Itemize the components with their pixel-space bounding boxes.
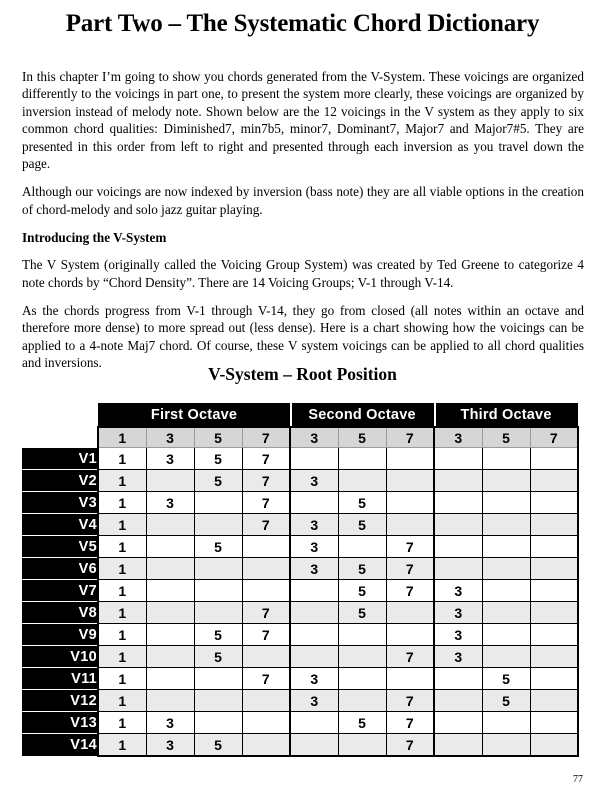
table-row (22, 734, 578, 757)
voicing-group-label: V4 (22, 514, 98, 536)
degree-header: 3 (434, 427, 482, 448)
voicing-cell: 3 (290, 690, 338, 712)
degree-header: 5 (338, 427, 386, 448)
degree-header: 5 (482, 427, 530, 448)
voicing-cell (338, 536, 386, 558)
voicing-cell (242, 646, 290, 668)
voicing-cell (290, 624, 338, 646)
section-paragraph-2: As the chords progress from V-1 through V-14, they go from closed (all notes within an octave and therefore more dense) to more spread out (less dense). Here is a chart showing how the voicings can be applied to a 4-note Maj7 chord. Of course, these V system voicings can be applied to all chord qualities and inversions. (22, 303, 584, 371)
table-row (22, 558, 578, 580)
intro-paragraph-1: In this chapter I’m going to show you chords generated from the V-System. These voicings are organized differently to the voicings in part one, to present the system more clearly, these voicings are organized by inversion instead of melody note. Shown below are the 12 voicings in the V system as they apply to six common chord qualities: Diminished7, min7b5, minor7, Dominant7, Major7 and Major7#5. They are presented in this order from left to right and presented through each inversion as you travel down the page. (22, 69, 584, 172)
voicing-cell (482, 558, 530, 580)
voicing-cell: 7 (386, 734, 434, 757)
voicing-cell: 7 (242, 470, 290, 492)
voicing-cell (386, 492, 434, 514)
voicing-cell (482, 536, 530, 558)
voicing-cell (386, 448, 434, 470)
table-row (22, 470, 578, 492)
voicing-cell: 1 (98, 470, 146, 492)
voicing-cell (386, 470, 434, 492)
degree-header-row (22, 427, 578, 448)
voicing-cell (290, 492, 338, 514)
voicing-cell: 5 (338, 712, 386, 734)
degree-header: 1 (98, 427, 146, 448)
intro-paragraph-2: Although our voicings are now indexed by inversion (bass note) they are all viable options in the creation of chord-melody and solo jazz guitar playing. (22, 184, 584, 217)
voicing-cell: 7 (386, 558, 434, 580)
voicing-cell: 7 (242, 492, 290, 514)
voicing-cell: 3 (434, 602, 482, 624)
voicing-cell: 5 (338, 580, 386, 602)
voicing-cell (386, 602, 434, 624)
voicing-cell: 1 (98, 492, 146, 514)
voicing-cell (194, 580, 242, 602)
voicing-cell (530, 624, 578, 646)
voicing-cell (530, 558, 578, 580)
voicing-cell: 1 (98, 536, 146, 558)
voicing-cell: 5 (194, 448, 242, 470)
voicing-cell: 3 (146, 448, 194, 470)
voicing-cell: 5 (482, 668, 530, 690)
voicing-group-label: V12 (22, 690, 98, 712)
voicing-cell: 1 (98, 734, 146, 757)
voicing-cell: 3 (290, 536, 338, 558)
voicing-cell (290, 602, 338, 624)
degree-header: 7 (386, 427, 434, 448)
table-row (22, 602, 578, 624)
voicing-cell (482, 734, 530, 757)
degree-header: 3 (146, 427, 194, 448)
page-title: Part Two – The Systematic Chord Dictionary (65, 10, 540, 37)
page-number: 77 (573, 774, 583, 785)
degree-header: 7 (242, 427, 290, 448)
voicing-cell (530, 580, 578, 602)
voicing-cell: 5 (194, 536, 242, 558)
table-row (22, 690, 578, 712)
voicing-group-label: V13 (22, 712, 98, 734)
voicing-cell: 5 (338, 492, 386, 514)
voicing-cell: 7 (242, 514, 290, 536)
voicing-cell: 5 (338, 558, 386, 580)
voicing-group-label: V3 (22, 492, 98, 514)
table-row (22, 668, 578, 690)
voicing-cell: 1 (98, 690, 146, 712)
voicing-cell (146, 470, 194, 492)
v-system-chart (22, 403, 578, 757)
degree-header: 3 (290, 427, 338, 448)
table-row (22, 712, 578, 734)
voicing-cell (530, 668, 578, 690)
voicing-group-label: V14 (22, 734, 98, 757)
voicing-cell (530, 646, 578, 668)
voicing-cell: 7 (242, 668, 290, 690)
voicing-cell: 1 (98, 602, 146, 624)
voicing-cell (242, 712, 290, 734)
voicing-cell: 3 (290, 514, 338, 536)
voicing-cell: 3 (434, 624, 482, 646)
voicing-cell (434, 470, 482, 492)
octave-group-header-row (22, 403, 578, 427)
voicing-cell: 3 (146, 734, 194, 757)
voicing-cell (434, 734, 482, 757)
voicing-cell: 1 (98, 624, 146, 646)
voicing-cell: 7 (242, 624, 290, 646)
voicing-cell (146, 690, 194, 712)
voicing-cell (338, 734, 386, 757)
voicing-cell (194, 514, 242, 536)
voicing-cell: 1 (98, 712, 146, 734)
voicing-cell (530, 536, 578, 558)
voicing-cell (194, 690, 242, 712)
voicing-cell: 3 (146, 492, 194, 514)
voicing-cell (338, 690, 386, 712)
voicing-cell (242, 558, 290, 580)
voicing-cell (338, 668, 386, 690)
row-label-corner-2 (22, 427, 98, 448)
voicing-cell: 3 (434, 580, 482, 602)
voicing-cell (434, 712, 482, 734)
voicing-cell (146, 536, 194, 558)
voicing-cell: 1 (98, 580, 146, 602)
voicing-cell: 5 (194, 646, 242, 668)
voicing-cell (338, 624, 386, 646)
voicing-cell (194, 712, 242, 734)
voicing-cell (146, 668, 194, 690)
voicing-cell (434, 536, 482, 558)
voicing-cell: 7 (386, 536, 434, 558)
voicing-cell (530, 690, 578, 712)
degree-header: 5 (194, 427, 242, 448)
voicing-cell (242, 580, 290, 602)
voicing-cell (194, 492, 242, 514)
voicing-cell (434, 492, 482, 514)
voicing-cell: 3 (290, 558, 338, 580)
voicing-cell: 1 (98, 558, 146, 580)
voicing-cell (434, 690, 482, 712)
voicing-group-label: V1 (22, 448, 98, 470)
voicing-cell: 3 (146, 712, 194, 734)
voicing-cell (146, 514, 194, 536)
voicing-cell: 7 (386, 690, 434, 712)
voicing-cell (482, 448, 530, 470)
voicing-cell (434, 558, 482, 580)
voicing-cell: 7 (386, 712, 434, 734)
document-body (22, 68, 584, 372)
voicing-cell (482, 492, 530, 514)
octave-group-header: Third Octave (434, 403, 578, 427)
voicing-cell (194, 668, 242, 690)
voicing-cell (482, 712, 530, 734)
table-row (22, 624, 578, 646)
voicing-cell (146, 580, 194, 602)
voicing-cell (146, 558, 194, 580)
voicing-cell (338, 448, 386, 470)
voicing-cell (386, 668, 434, 690)
table-row (22, 536, 578, 558)
voicing-cell (482, 646, 530, 668)
voicing-cell (530, 602, 578, 624)
voicing-cell (482, 580, 530, 602)
voicing-group-label: V10 (22, 646, 98, 668)
voicing-cell: 5 (194, 624, 242, 646)
voicing-cell (194, 558, 242, 580)
chart-title: V-System – Root Position (208, 364, 397, 384)
voicing-cell (242, 734, 290, 757)
voicing-cell (482, 470, 530, 492)
voicing-cell (530, 470, 578, 492)
voicing-cell: 5 (194, 470, 242, 492)
v-system-table (22, 403, 579, 757)
voicing-cell: 1 (98, 646, 146, 668)
table-body (22, 448, 578, 757)
voicing-cell (482, 624, 530, 646)
voicing-cell: 1 (98, 514, 146, 536)
voicing-cell: 7 (386, 646, 434, 668)
voicing-cell: 7 (242, 448, 290, 470)
voicing-cell (386, 624, 434, 646)
table-row (22, 580, 578, 602)
voicing-cell (242, 690, 290, 712)
voicing-group-label: V7 (22, 580, 98, 602)
voicing-cell (194, 602, 242, 624)
table-head (22, 403, 578, 448)
section-heading: Introducing the V-System (22, 230, 167, 246)
voicing-cell (338, 470, 386, 492)
voicing-cell (434, 514, 482, 536)
voicing-cell (530, 448, 578, 470)
voicing-cell: 7 (386, 580, 434, 602)
voicing-cell: 5 (338, 602, 386, 624)
voicing-group-label: V5 (22, 536, 98, 558)
voicing-cell: 7 (242, 602, 290, 624)
voicing-cell (530, 514, 578, 536)
octave-group-header: First Octave (98, 403, 290, 427)
voicing-cell: 1 (98, 448, 146, 470)
voicing-cell: 3 (290, 470, 338, 492)
voicing-cell (290, 646, 338, 668)
voicing-group-label: V2 (22, 470, 98, 492)
table-row (22, 448, 578, 470)
voicing-cell (386, 514, 434, 536)
voicing-group-label: V9 (22, 624, 98, 646)
voicing-cell: 1 (98, 668, 146, 690)
voicing-group-label: V8 (22, 602, 98, 624)
voicing-cell (290, 580, 338, 602)
table-row (22, 492, 578, 514)
voicing-cell: 3 (290, 668, 338, 690)
octave-group-header: Second Octave (290, 403, 434, 427)
voicing-cell (482, 602, 530, 624)
voicing-group-label: V6 (22, 558, 98, 580)
voicing-cell (146, 602, 194, 624)
voicing-cell (434, 668, 482, 690)
voicing-cell (434, 448, 482, 470)
table-row (22, 646, 578, 668)
section-paragraph-1: The V System (originally called the Voicing Group System) was created by Ted Greene to categorize 4 note chords by “Chord Density”. There are 14 Voicing Groups; V-1 through V-14. (22, 257, 584, 290)
degree-header: 7 (530, 427, 578, 448)
voicing-group-label: V11 (22, 668, 98, 690)
voicing-cell (290, 712, 338, 734)
voicing-cell (482, 514, 530, 536)
voicing-cell (530, 492, 578, 514)
voicing-cell (530, 712, 578, 734)
voicing-cell (242, 536, 290, 558)
voicing-cell: 5 (194, 734, 242, 757)
voicing-cell: 3 (434, 646, 482, 668)
voicing-cell (290, 734, 338, 757)
voicing-cell (338, 646, 386, 668)
voicing-cell: 5 (338, 514, 386, 536)
voicing-cell (146, 646, 194, 668)
voicing-cell (146, 624, 194, 646)
voicing-cell (290, 448, 338, 470)
row-label-corner (22, 403, 98, 427)
voicing-cell: 5 (482, 690, 530, 712)
voicing-cell (530, 734, 578, 757)
table-row (22, 514, 578, 536)
